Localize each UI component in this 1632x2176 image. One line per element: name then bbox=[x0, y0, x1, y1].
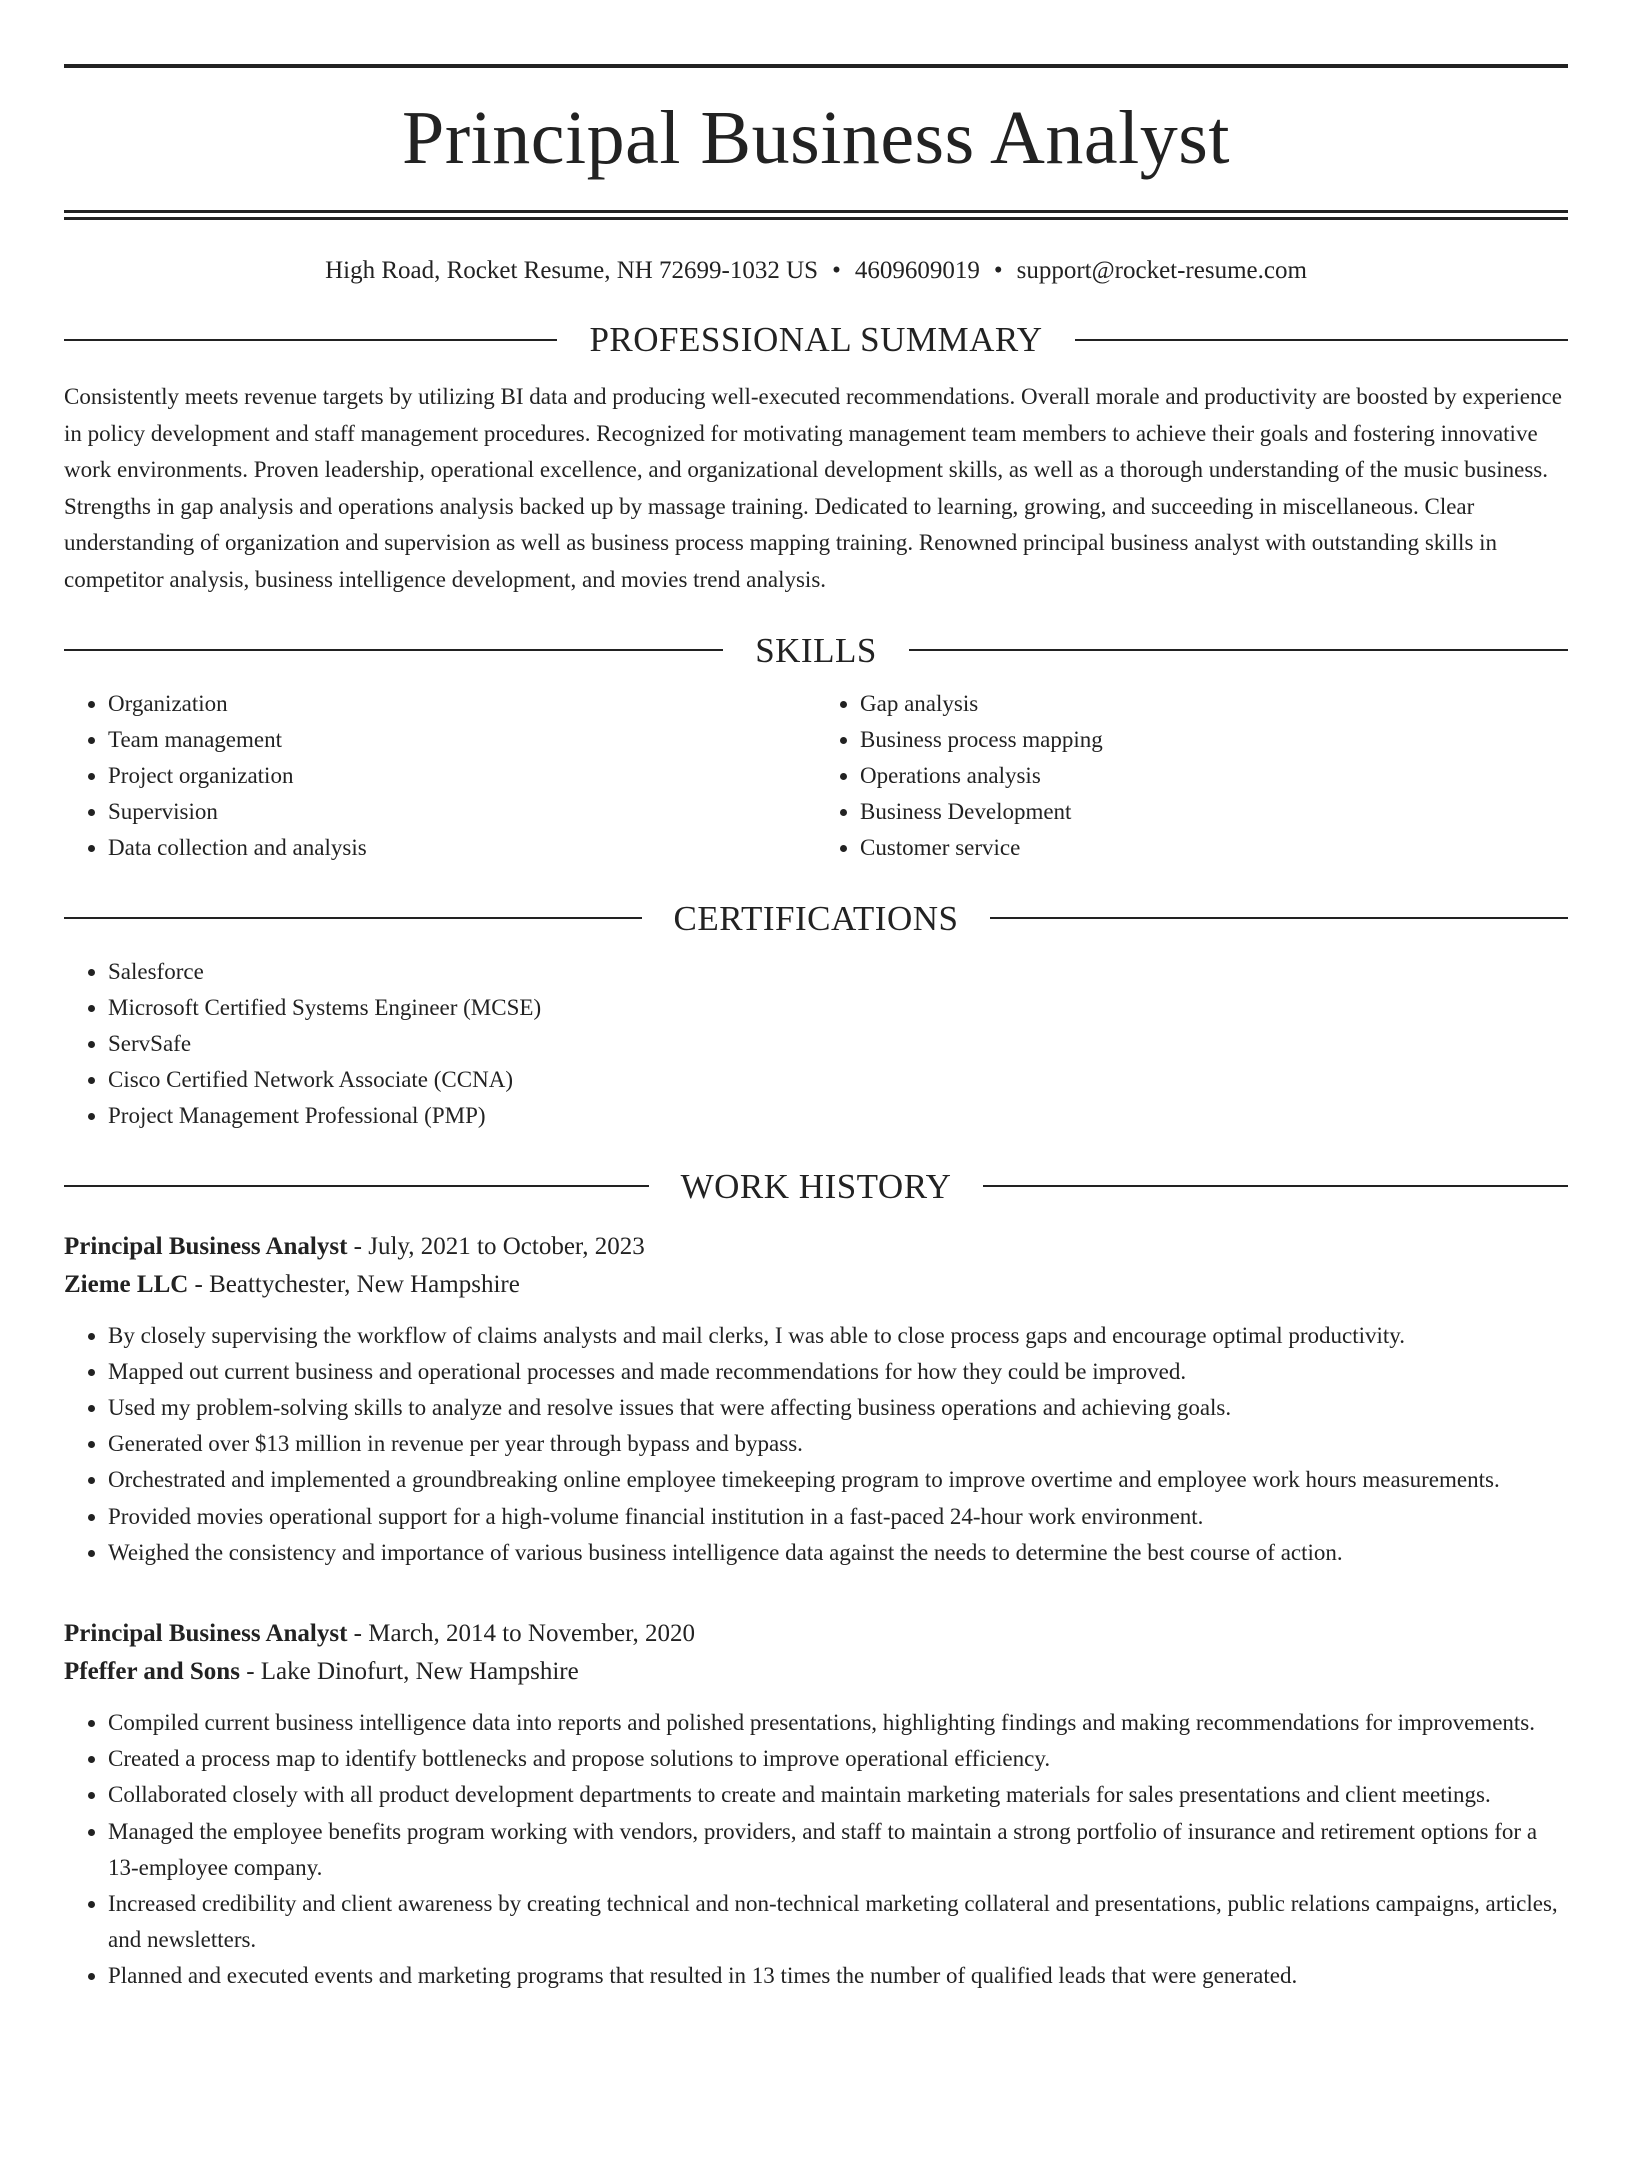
summary-heading: PROFESSIONAL SUMMARY bbox=[589, 320, 1043, 359]
job-title: Principal Business Analyst bbox=[64, 1232, 348, 1260]
skills-heading: SKILLS bbox=[755, 630, 877, 670]
certifications-heading: CERTIFICATIONS bbox=[673, 898, 959, 938]
job-location: - Lake Dinofurt, New Hampshire bbox=[239, 1658, 579, 1686]
contact-phone: 4609609019 bbox=[854, 257, 980, 284]
job-title-line bbox=[64, 1615, 1568, 1653]
skill-item: • Customer service bbox=[860, 830, 1568, 866]
certifications-list bbox=[64, 954, 1568, 1135]
certification-item: • ServSafe bbox=[108, 1026, 1568, 1062]
job-bullets bbox=[64, 1705, 1568, 1995]
job-entry bbox=[64, 1228, 1568, 1571]
summary-section-heading bbox=[64, 322, 1568, 357]
resume-page bbox=[0, 64, 1632, 2176]
job-entry bbox=[64, 1615, 1568, 1995]
job-bullets bbox=[64, 1318, 1568, 1571]
heading-rule bbox=[64, 917, 642, 919]
job-bullet: • Used my problem-solving skills to analyze and resolve issues that were affecting business operations and achieving goals. bbox=[108, 1390, 1568, 1426]
job-bullet: • Provided movies operational support for a high-volume financial institution in a fast-paced 24-hour work environment. bbox=[108, 1499, 1568, 1535]
title-double-rule bbox=[64, 210, 1568, 220]
top-rule bbox=[64, 64, 1568, 68]
skills-section-heading bbox=[64, 630, 1568, 670]
certification-item: • Cisco Certified Network Associate (CCNA) bbox=[108, 1062, 1568, 1098]
skill-item: • Gap analysis bbox=[860, 686, 1568, 722]
skill-item: • Project organization bbox=[108, 758, 816, 794]
job-title: Principal Business Analyst bbox=[64, 1620, 348, 1648]
skill-item: • Supervision bbox=[108, 794, 816, 830]
certification-item: • Project Management Professional (PMP) bbox=[108, 1098, 1568, 1134]
job-bullet: • Managed the employee benefits program working with vendors, providers, and staff to maintain a strong portfolio of insurance and retirement options for a 13-employee company. bbox=[108, 1814, 1568, 1886]
job-bullet: • Planned and executed events and marketing programs that resulted in 13 times the number of qualified leads that were generated. bbox=[108, 1958, 1568, 1994]
job-bullet: • Collaborated closely with all product development departments to create and maintain marketing materials for sales presentations and client meetings. bbox=[108, 1777, 1568, 1813]
skill-item: • Team management bbox=[108, 722, 816, 758]
skill-item: • Organization bbox=[108, 686, 816, 722]
job-location: - Beattychester, New Hampshire bbox=[188, 1270, 520, 1298]
summary-text: Consistently meets revenue targets by utilizing BI data and producing well-executed recommendations. Overall morale and productivity are boosted by experience in policy development and staff management procedures. Recognized for motivating management team members to achieve their goals and fostering innovative work environments. Proven leadership, operational excellence, and organizational development skills, as well as a thorough understanding of the music business. Strengths in gap analysis and operations analysis backed up by massage training. Dedicated to learning, growing, and succeeding in miscellaneous. Clear understanding of organization and supervision as well as business process mapping training. Renowned principal business analyst with outstanding skills in competitor analysis, business intelligence development, and movies trend analysis. bbox=[64, 384, 1562, 592]
contact-separator: • bbox=[832, 257, 841, 284]
job-bullet: • Generated over $13 million in revenue per year through bypass and bypass. bbox=[108, 1426, 1568, 1462]
heading-rule bbox=[64, 1185, 649, 1187]
contact-separator: • bbox=[993, 257, 1003, 284]
job-company-line bbox=[64, 1266, 1568, 1304]
heading-rule bbox=[909, 649, 1568, 651]
heading-rule bbox=[990, 917, 1568, 919]
job-dates: - July, 2021 to October, 2023 bbox=[347, 1232, 645, 1260]
work-heading: WORK HISTORY bbox=[680, 1166, 952, 1206]
job-bullet: • Created a process map to identify bottlenecks and propose solutions to improve operational efficiency. bbox=[108, 1741, 1568, 1777]
job-dates: - March, 2014 to November, 2020 bbox=[347, 1620, 695, 1648]
job-bullet: • Increased credibility and client awareness by creating technical and non-technical marketing collateral and presentations, public relations campaigns, articles, and newsletters. bbox=[108, 1886, 1568, 1958]
certification-item: • Salesforce bbox=[108, 954, 1568, 990]
heading-rule bbox=[983, 1185, 1568, 1187]
job-bullet: • Mapped out current business and operational processes and made recommendations for how they could be improved. bbox=[108, 1354, 1568, 1390]
heading-rule bbox=[1075, 339, 1568, 341]
job-company: Pfeffer and Sons bbox=[64, 1658, 240, 1686]
contact-address: High Road, Rocket Resume, NH 72699-1032 US bbox=[325, 257, 819, 284]
job-bullet: • By closely supervising the workflow of claims analysts and mail clerks, I was able to close process gaps and encourage optimal productivity. bbox=[108, 1318, 1568, 1354]
certifications-section-heading bbox=[64, 898, 1568, 938]
certification-item: • Microsoft Certified Systems Engineer (MCSE) bbox=[108, 990, 1568, 1026]
skills-column-right bbox=[816, 686, 1568, 867]
skill-item: • Operations analysis bbox=[860, 758, 1568, 794]
work-section-heading bbox=[64, 1166, 1568, 1206]
job-title-line bbox=[64, 1228, 1568, 1266]
job-bullet: • Compiled current business intelligence data into reports and polished presentations, highlighting findings and making recommendations for improvements. bbox=[108, 1705, 1568, 1741]
resume-title: Principal Business Analyst bbox=[402, 96, 1230, 180]
skill-item: • Business Development bbox=[860, 794, 1568, 830]
skill-item: • Business process mapping bbox=[860, 722, 1568, 758]
skills-column-left bbox=[64, 686, 816, 867]
job-bullet: • Orchestrated and implemented a groundbreaking online employee timekeeping program to improve overtime and employee work hours measurements. bbox=[108, 1462, 1568, 1498]
contact-line bbox=[64, 256, 1568, 286]
heading-rule bbox=[64, 649, 723, 651]
job-company: Zieme LLC bbox=[64, 1270, 189, 1298]
skills-list bbox=[64, 686, 1568, 867]
job-bullet: • Weighed the consistency and importance of various business intelligence data against the needs to determine the best course of action. bbox=[108, 1535, 1568, 1571]
heading-rule bbox=[64, 339, 557, 341]
skill-item: • Data collection and analysis bbox=[108, 830, 816, 866]
job-company-line bbox=[64, 1653, 1568, 1691]
contact-email: support@rocket-resume.com bbox=[1016, 257, 1307, 284]
